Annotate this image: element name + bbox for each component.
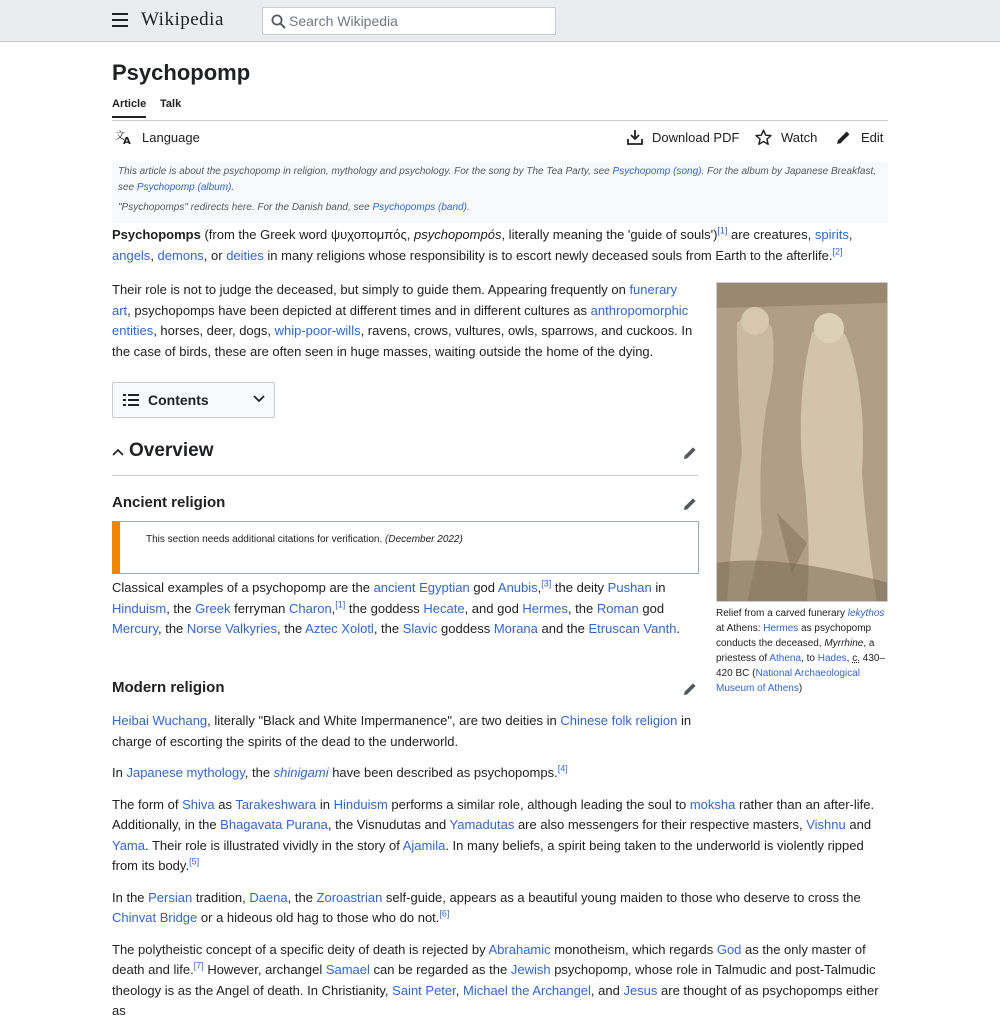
- link-shinigami[interactable]: shinigami: [273, 765, 329, 780]
- thumbnail-figure: [716, 282, 888, 696]
- link-heibai-wuchang[interactable]: Heibai Wuchang: [112, 713, 208, 728]
- download-label: Download PDF: [652, 129, 740, 145]
- link-deities[interactable]: deities: [226, 247, 264, 263]
- intro-paragraph-2: Their role is not to judge the deceased, but simply to guide them. Appearing frequently on funerary art, psychopomps have been depicted at different times and in different cultures as anthropomorphic entities, horses, deer, dogs, whip-poor-wills, ravens, crows, vultures, owls, sparrows, and cuckoos. In the case of birds, these are often seen in huge masses, waiting outside the home of the dying.: [112, 282, 693, 359]
- modern-paragraph-2: In Japanese mythology, the shinigami have been described as psychopomps.[4]: [112, 763, 568, 780]
- edit-section-icon[interactable]: [682, 496, 698, 512]
- link-japanese-mythology[interactable]: Japanese mythology: [126, 765, 245, 780]
- chevron-down-icon: [253, 395, 265, 403]
- svg-text:A: A: [123, 136, 131, 145]
- link-ancient-egyptian[interactable]: ancient Egyptian: [373, 580, 470, 595]
- link-chinvat-bridge[interactable]: Chinvat Bridge: [112, 910, 198, 925]
- pencil-icon: [835, 129, 852, 146]
- link-yama[interactable]: Yama: [112, 837, 145, 853]
- link-demons[interactable]: demons: [157, 247, 204, 263]
- section-overview-heading[interactable]: [112, 440, 698, 476]
- hatnote: [112, 162, 888, 223]
- link-national-archaeological-museum[interactable]: National Archaeological Museum of Athens: [716, 668, 860, 694]
- link-psychopomp-album[interactable]: Psychopomp (album): [136, 182, 232, 193]
- link-charon[interactable]: Charon: [289, 600, 332, 616]
- link-hades[interactable]: Hades: [817, 653, 847, 664]
- reference-link[interactable]: [2]: [832, 246, 843, 257]
- link-yamadutas[interactable]: Yamadutas: [449, 817, 515, 832]
- link-greek[interactable]: Greek: [195, 600, 231, 616]
- ancient-religion-paragraph: Classical examples of a psychopomp are the ancient Egyptian god Anubis,[3] the deity Pushan in Hinduism, the Greek ferryman Charon,[1] the goddess Hecate, and god Hermes, the Roman god Mercury, the Norse Valkyries, the Aztec Xolotl, the Slavic goddess Morana and the Etruscan Vanth.: [112, 578, 681, 636]
- reference-link[interactable]: [4]: [557, 763, 568, 774]
- search-box[interactable]: [262, 7, 556, 35]
- edit-label: Edit: [861, 130, 884, 145]
- link-lekythos[interactable]: lekythos: [847, 608, 885, 619]
- citation-needed-notice: This section needs additional citations for verification. (December 2022): [112, 521, 699, 574]
- edit-section-icon[interactable]: [682, 681, 698, 697]
- link-zoroastrian[interactable]: Zoroastrian: [316, 889, 383, 905]
- section-title-modern-religion: Modern religion: [112, 679, 225, 696]
- language-button[interactable]: [115, 129, 200, 145]
- circa-abbr: c.: [852, 653, 860, 664]
- link-funerary-art[interactable]: funerary art: [112, 282, 678, 318]
- link-whip-poor-wills[interactable]: whip-poor-wills: [274, 323, 361, 338]
- reference-link[interactable]: [6]: [439, 908, 450, 919]
- main-menu-icon[interactable]: [112, 13, 128, 27]
- watch-label: Watch: [781, 130, 818, 145]
- link-jewish[interactable]: Jewish: [510, 962, 551, 977]
- edit-section-icon[interactable]: [682, 445, 698, 461]
- search-icon: [271, 14, 286, 29]
- link-vishnu[interactable]: Vishnu: [806, 817, 846, 832]
- link-shiva[interactable]: Shiva: [182, 796, 215, 812]
- watch-button[interactable]: [755, 129, 817, 146]
- namespace-tabs: [112, 98, 888, 121]
- link-chinese-folk-religion[interactable]: Chinese folk religion: [560, 713, 678, 728]
- link-ajamila[interactable]: Ajamila: [402, 837, 446, 853]
- hatnote-line-2: "Psychopomps" redirects here. For the Danish band, see Psychopomps (band).: [118, 202, 470, 213]
- section-title-overview: Overview: [129, 440, 214, 461]
- lead-paragraph: Psychopomps (from the Greek word ψυχοπομπός, psychopompós, literally meaning the 'guide of souls')[1] are creatures, spirits, angels, demons, or deities in many religions whose responsibility is to escort newly deceased souls from Earth to the afterlife.[2]: [112, 225, 853, 263]
- site-header: [0, 0, 1000, 42]
- link-morana[interactable]: Morana: [493, 621, 538, 636]
- link-saint-peter[interactable]: Saint Peter: [392, 982, 456, 998]
- tab-talk[interactable]: Talk: [160, 98, 182, 110]
- reference-link[interactable]: [3]: [541, 578, 552, 589]
- link-persian[interactable]: Persian: [148, 889, 193, 905]
- wikipedia-logo[interactable]: Wikipedia: [141, 9, 224, 30]
- section-title-ancient-religion: Ancient religion: [112, 494, 226, 511]
- modern-paragraph-5: The polytheistic concept of a specific deity of death is rejected by Abrahamic monotheism, which regards God as the only master of death and life.[7] However, archangel Samael can be regarded as the Jewish psychopomp, whose role in Talmudic and post-Talmudic theology is as the Angel of death. In Christianity, Saint Peter, Michael the Archangel, and Jesus are thought of as psychopomps either as: [112, 941, 879, 1018]
- link-spirits[interactable]: spirits: [814, 227, 849, 242]
- language-label: Language: [142, 129, 200, 145]
- hatnote-line-1: This article is about the psychopomp in religion, mythology and psychology. For the song by The Tea Party, see Psychopomp (song). For the album by Japanese Breakfast, see Psychopomp (album).: [118, 166, 877, 193]
- reference-link[interactable]: [1]: [717, 225, 728, 236]
- link-psychopomps-band[interactable]: Psychopomps (band): [372, 202, 467, 213]
- list-icon: [123, 393, 139, 407]
- link-athena[interactable]: Athena: [769, 653, 802, 664]
- modern-paragraph-1: Heibai Wuchang, literally "Black and White Impermanence", are two deities in Chinese folk religion in charge of escorting the spirits of the dead to the underworld.: [112, 713, 692, 749]
- link-moksha[interactable]: moksha: [689, 796, 736, 812]
- modern-religion-section: [112, 711, 888, 1033]
- relief-illustration: [717, 283, 888, 602]
- link-hecate[interactable]: Hecate: [423, 600, 465, 616]
- link-etruscan-vanth[interactable]: Etruscan Vanth: [588, 621, 677, 636]
- edit-button[interactable]: [835, 129, 883, 146]
- link-aztec-xolotl[interactable]: Aztec Xolotl: [305, 621, 374, 636]
- page-title: Psychopomp: [112, 60, 251, 85]
- relief-image[interactable]: [716, 282, 888, 602]
- link-tarakeshwara[interactable]: Tarakeshwara: [235, 796, 317, 812]
- link-abrahamic[interactable]: Abrahamic: [488, 941, 551, 957]
- link-angels[interactable]: angels: [112, 247, 151, 263]
- link-mercury[interactable]: Mercury: [112, 621, 158, 636]
- link-pushan[interactable]: Pushan: [607, 580, 652, 595]
- link-hinduism[interactable]: Hinduism: [112, 600, 167, 616]
- link-daena[interactable]: Daena: [249, 889, 288, 905]
- link-michael-the-archangel[interactable]: Michael the Archangel: [463, 982, 591, 998]
- star-icon: [755, 129, 772, 146]
- link-roman[interactable]: Roman: [596, 600, 639, 616]
- tab-article[interactable]: Article: [112, 98, 146, 118]
- link-hinduism[interactable]: Hinduism: [333, 796, 388, 812]
- contents-label: Contents: [148, 391, 209, 408]
- figure-caption: Relief from a carved funerary lekythos at Athens: Hermes as psychopomp conducts the deceased, Myrrhine, a priestess of Athena, to Hades, c. 430–420 BC (National Archaeological Museum of Athens): [716, 608, 886, 694]
- page-toolbar: [112, 129, 888, 151]
- search-input[interactable]: [289, 8, 549, 34]
- link-hermes[interactable]: Hermes: [522, 600, 568, 616]
- modern-paragraph-3: The form of Shiva as Tarakeshwara in Hinduism performs a similar role, although leading the soul to moksha rather than an after-life. Additionally, in the Bhagavata Purana, the Visnudutas and Yamadutas are also messengers for their respective masters, Vishnu and Yama. Their role is illustrated vividly in the story of Ajamila. In many beliefs, a spirit being taken to the underworld is violently ripped from its body.[5]: [112, 796, 875, 873]
- link-bhagavata-purana[interactable]: Bhagavata Purana: [220, 817, 328, 832]
- link-anubis[interactable]: Anubis: [497, 580, 538, 595]
- reference-link[interactable]: [7]: [193, 960, 204, 971]
- modern-paragraph-4: In the Persian tradition, Daena, the Zoroastrian self-guide, appears as a beautiful young maiden to those who deserve to cross the Chinvat Bridge or a hideous old hag to those who do not.[6]: [112, 889, 861, 925]
- link-jesus[interactable]: Jesus: [623, 982, 658, 998]
- chevron-up-icon[interactable]: [112, 448, 124, 456]
- link-samael[interactable]: Samael: [325, 962, 370, 977]
- svg-text:文: 文: [115, 131, 125, 142]
- contents-toggle[interactable]: [112, 382, 275, 418]
- link-god[interactable]: God: [716, 941, 742, 957]
- link-psychopomp-song[interactable]: Psychopomp (song): [612, 166, 702, 177]
- link-norse-valkyries[interactable]: Norse Valkyries: [186, 621, 277, 636]
- language-icon: [115, 129, 133, 145]
- link-hermes[interactable]: Hermes: [763, 623, 799, 634]
- link-anthropomorphic-entities[interactable]: anthropomorphic entities: [112, 302, 689, 338]
- reference-link[interactable]: [5]: [189, 856, 200, 867]
- link-slavic[interactable]: Slavic: [402, 621, 438, 636]
- download-icon: [627, 129, 643, 145]
- download-pdf-button[interactable]: [627, 129, 739, 145]
- reference-link[interactable]: [1]: [335, 599, 346, 610]
